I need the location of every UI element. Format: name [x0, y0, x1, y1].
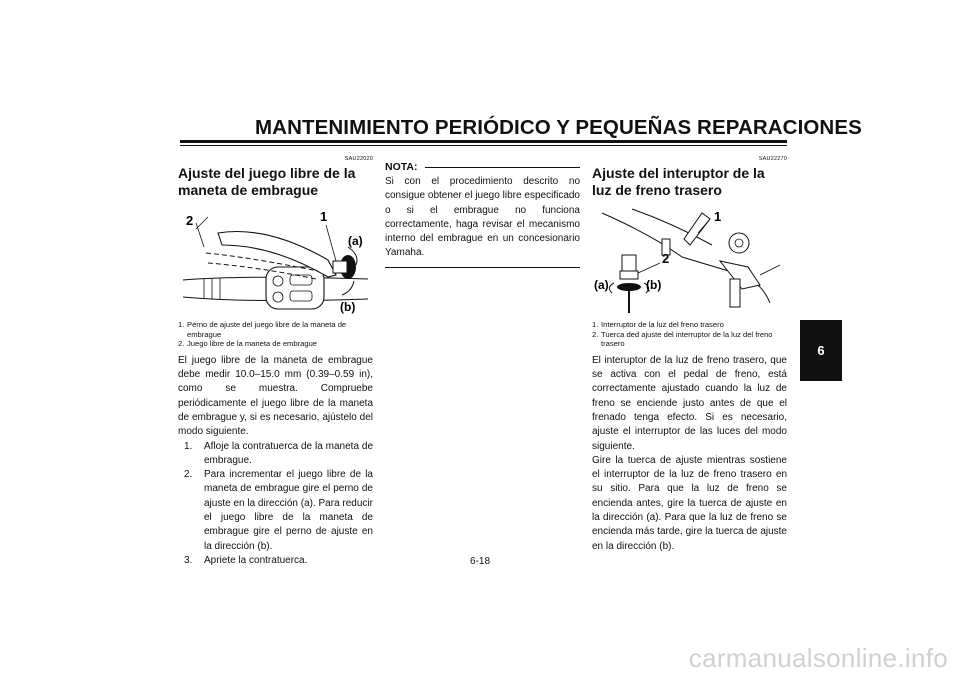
note-rule [425, 167, 580, 168]
note-end-rule [385, 267, 580, 268]
figure-label-2: 2 [186, 213, 194, 228]
clutch-body [178, 354, 373, 568]
page-number: 6-18 [469, 556, 490, 567]
figure-label-a: (a) [594, 278, 609, 292]
caption: 2. Tuerca ded ajuste del interruptor de la luz del freno trasero [592, 329, 773, 349]
figure-label-b: (b) [646, 278, 662, 292]
chapter-tab[interactable]: 6 [800, 320, 842, 381]
page-title: MANTENIMIENTO PERIÓDICO Y PEQUEÑAS REPARACIONES [255, 116, 862, 139]
caption: 1. Interruptor de la luz del freno trasero [592, 320, 724, 329]
paragraph: Gire la tuerca de ajuste mientras sostiene el interruptor de la luz de freno trasero en su sitio. Para que la luz de freno se encienda antes, gire la tuerca de ajuste en la dirección (a). Para que la luz de freno se encienda más tarde, gire la tuerca de ajuste en la dirección (b). [592, 454, 787, 552]
figure-label-b: (b) [340, 300, 356, 314]
header-rule-thin [180, 145, 787, 146]
list-item: 2. Para incrementar el juego libre de la maneta de embrague gire el perno de ajuste en la dirección (a). Para reducir el juego libre de la maneta de embrague gire el perno de ajuste en la dirección (b). [184, 469, 373, 552]
figure-label-a: (a) [348, 234, 363, 248]
clutch-intro: El juego libre de la maneta de embrague debe medir 10.0–15.0 mm (0.39–0.59 in), como se muestra. Compruebe periódicamente el juego libre de la maneta de embrague y, si es necesario, ajústelo del modo siguiente. [178, 354, 373, 438]
note-text: Si con el procedimiento descrito no consigue obtener el juego libre especificado o si el embrague no funciona correctamente, haga revisar el mecanismo interno del embrague en un concesionario Yamaha. [385, 176, 580, 259]
section-heading: Ajuste del interuptor de la luz de freno trasero [592, 165, 765, 198]
note-section [385, 150, 580, 268]
clutch-section [178, 150, 373, 568]
section-code: SAU22020 [344, 156, 373, 162]
figure-label-2: 2 [662, 251, 670, 266]
clutch-steps [178, 440, 373, 569]
header-rule [180, 140, 787, 143]
brake-light-section [592, 150, 787, 554]
clutch-lever-figure [178, 205, 373, 317]
figure-captions [178, 320, 373, 349]
note-heading: NOTA: [385, 161, 580, 173]
section-heading: Ajuste del juego libre de la maneta de embrague [178, 165, 356, 198]
brake-light-body [592, 354, 787, 554]
caption: 2. Juego libre de la maneta de embrague [178, 339, 318, 349]
list-item: 1. Afloje la contratuerca de la maneta de embrague. [184, 440, 373, 466]
caption: 1. Perno de ajuste del juego libre de la maneta de embrague [178, 320, 347, 339]
figure-label-1: 1 [320, 209, 328, 224]
list-item: 3. Apriete la contratuerca. [184, 554, 308, 566]
brake-switch-figure [592, 205, 787, 317]
section-code: SAU22270 [758, 156, 787, 162]
watermark: carmanualsonline.info [688, 643, 948, 673]
paragraph: El interuptor de la luz de freno trasero, que se activa con el pedal de freno, está correctamente ajustado cuando la luz de freno se enciende justo antes de que el frenado tenga efecto. Si es necesario, ajuste el interruptor de las luces del modo siguiente. [592, 354, 787, 452]
figure-label-1: 1 [714, 209, 722, 224]
figure-captions [592, 320, 787, 349]
